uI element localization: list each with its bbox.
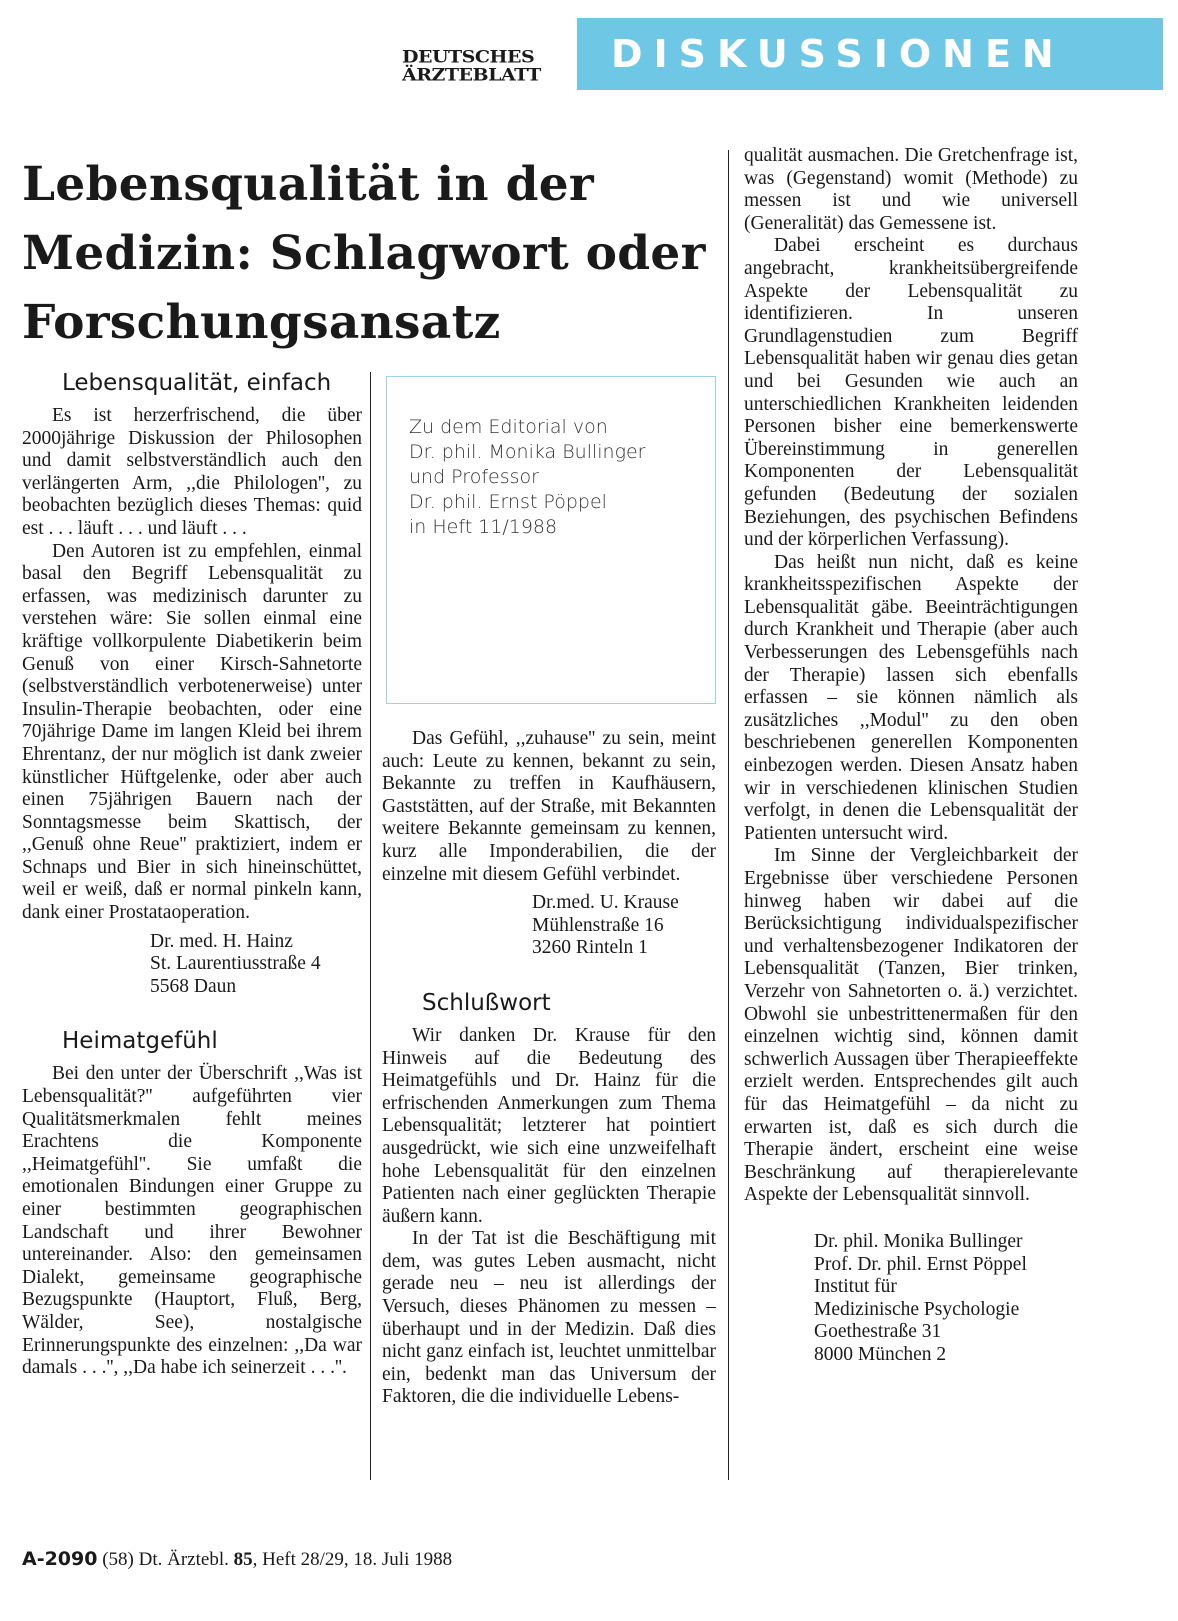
letter1-paragraph: Den Autoren ist zu empfehlen, einmal basal den Begriff Lebensqualität zu erfassen, was medizinisch darunter zu verstehen wäre: Sie sollen einmal eine kräftige vollkorpulente Diabetikerin beim Genuß von einer Kirsch-Sahnetorte (selbstverständlich verbotenerweise) unter Insulin-Therapie beobachten, oder eine 70jährige Dame im langen Kleid bei ihrem Ehrentanz, der nur möglich ist dank zweier künstlicher Hüftgelenke, oder aber auch einen 75jährigen Bauern nach der Sonntagsmesse beim Skattisch, der ,,Genuß ohne Reue'' praktiziert, indem er Schnaps und Bier in sich hineinschüttet, weil er weiß, daß er normal pinkeln kann, dank einer Prostataoperation. [22, 540, 362, 924]
box-line: und Professor [409, 466, 539, 488]
reply-paragraph: Dabei erscheint es durchaus angebracht, krankheitsübergreifende Aspekte der Lebensqualität zu identifizieren. In unseren Grundlagenstudien zum Begriff Lebensqualität haben wir genau dies getan und bei Gesunden wie auch an unterschiedlichen Krankheiten leidenden Personen bisher eine bemerkenswerte Übereinstimmung in generellen Komponenten der Lebensqualität gefunden (Bedeutung der sozialen Beziehungen, des psychischen Befindens und der körperlichen Verfassung). [744, 235, 1078, 551]
column-3 [744, 145, 1078, 1366]
reply-signature [744, 1231, 1078, 1367]
masthead-line-1: DEUTSCHES [402, 47, 535, 67]
letter2-paragraph: Das Gefühl, ,,zuhause'' zu sein, meint auch: Leute zu kennen, bekannt zu sein, Bekannte zu treffen in Kaufhäusern, Gaststätten, auf der Straße, mit Bekannten weitere Bekannte gemeinsam zu kennen, kurz alle Imponderabilien, die der einzelne mit diesem Gefühl verbindet. [382, 728, 716, 885]
issue-info: , Heft 28/29, 18. Juli 1988 [252, 1549, 453, 1570]
column-divider [370, 372, 371, 1480]
article-title: Lebensqualität in der Medizin: Schlagwort oder Forschungsansatz [22, 157, 706, 350]
signature-line: Dr.med. U. Krause [532, 892, 679, 914]
reply-paragraph: Im Sinne der Vergleichbarkeit der Ergebnisse über verschiedene Personen hinweg haben wir dabei auf die Berücksichtigung individualspezifischer und verhaltensbezogener Indikatoren der Lebensqualität (Tanzen, Bier trinken, Verzehr von Sahnetorten o. ä.) verzichtet. Obwohl sie unbestrittenermaßen für den einzelnen wichtig sind, können damit schwerlich Aussagen über Therapieeffekte erzielt werden. Entsprechendes gilt auch für das Heimatgefühl – da nicht zu erwarten ist, daß es sich durch die Therapie ändert, erscheint eine weise Beschränkung auf therapierelevante Aspekte der Lebensqualität sinnvoll. [744, 845, 1078, 1206]
signature-line: 8000 München 2 [814, 1343, 947, 1365]
reply-paragraph: qualität ausmachen. Die Gretchenfrage ist, was (Gegenstand) womit (Methode) zu messen ist und wie universell (Generalität) das Gemessene ist. [744, 145, 1078, 234]
signature-line: Institut für [814, 1276, 897, 1298]
signature-line: Dr. med. H. Hainz [150, 930, 293, 952]
signature-line: Dr. phil. Monika Bullinger [814, 1230, 1023, 1252]
letter2-heading: Heimatgefühl [62, 1028, 218, 1055]
journal-citation: (58) Dt. Ärztebl. [102, 1549, 229, 1570]
reply-heading: Schlußwort [422, 989, 551, 1016]
volume-number: 85 [233, 1549, 253, 1570]
signature-line: St. Laurentiusstraße 4 [150, 953, 321, 975]
letter1-paragraph: Es ist herzerfrischend, die über 2000jährige Diskussion der Philosophen und damit selbstverständlich auch den verlängerten Arm, ,,die Philologen'', zu beobachten bezüglich dieses Themas: quid est . . . läuft . . . und läuft . . . [22, 405, 362, 539]
box-line: Zu dem Editorial von [409, 416, 608, 438]
signature-line: Prof. Dr. phil. Ernst Pöppel [814, 1253, 1027, 1275]
box-line: in Heft 11/1988 [409, 516, 558, 538]
signature-line: 3260 Rinteln 1 [532, 937, 648, 959]
reply-paragraph: Das heißt nun nicht, daß es keine krankheitsspezifischen Aspekte der Lebensqualität gäbe. Beeinträchtigungen durch Krankheit und Therapie (aber auch Verbesserungen des Lebensgefühls nach der Therapie) lassen sich ebenfalls erfassen – sie können nämlich als zusätzliches ,,Modul'' zu den oben beschriebenen generellen Komponenten einbezogen werden. Diesen Ansatz haben wir in verschiedenen klinischen Studien verfolgt, in denen die Lebensqualität der Patienten untersucht wird. [744, 551, 1078, 844]
reply-paragraph: In der Tat ist die Beschäftigung mit dem, was gutes Leben ausmacht, nicht gerade neu – neu ist allerdings der Versuch, dieses Phänomen zu messen – überhaupt und in der Medizin. Daß dies nicht ganz einfach ist, leuchtet unmittelbar ein, bedenkt man das Universum der Faktoren, die die individuelle Lebens- [382, 1228, 716, 1408]
page-footer [22, 1548, 452, 1571]
page-number: A-2090 [22, 1548, 98, 1570]
box-line: Dr. phil. Monika Bullinger [409, 441, 646, 463]
column-1 [22, 368, 362, 1380]
letter1-signature [22, 931, 362, 999]
letter2-signature [382, 892, 716, 960]
letter1-heading: Lebensqualität, einfach [62, 370, 332, 396]
signature-line: 5568 Daun [150, 975, 237, 997]
box-line: Dr. phil. Ernst Pöppel [409, 491, 607, 513]
masthead-line-2: ÄRZTEBLATT [402, 65, 541, 85]
signature-line: Mühlenstraße 16 [532, 914, 664, 936]
editorial-reference-box [386, 376, 716, 704]
signature-line: Medizinische Psychologie [814, 1298, 1020, 1320]
reply-paragraph: Wir danken Dr. Krause für den Hinweis auf die Bedeutung des Heimatgefühls und Dr. Hainz für die erfrischenden Anmerkungen zum Thema Lebensqualität; letzterer hat pointiert ausgedrückt, wie sich eine unzweifelhaft hohe Lebensqualität für den einzelnen Patienten nach einer geglückten Therapie äußern kann. [382, 1024, 716, 1227]
journal-masthead [402, 48, 541, 84]
signature-line: Goethestraße 31 [814, 1321, 942, 1343]
column-divider [728, 150, 729, 1480]
column-2 [382, 728, 716, 1409]
section-banner: DISKUSSIONEN [577, 18, 1163, 90]
letter2-paragraph: Bei den unter der Überschrift ,,Was ist Lebensqualität?'' aufgeführten vier Qualitätsmerkmalen fehlt meines Erachtens die Komponente ,,Heimatgefühl''. Sie umfaßt die emotionalen Bindungen einer Gruppe zu einer bestimmten geographischen Landschaft und ihrer Bewohner untereinander. Also: den gemeinsamen Dialekt, gemeinsame geographische Bezugspunkte (Hauptort, Fluß, Berg, Wälder, See), nostalgische Erinnerungspunkte des einzelnen: ,,Da war damals . . .'', ,,Da habe ich seinerzeit . . .''. [22, 1063, 362, 1379]
